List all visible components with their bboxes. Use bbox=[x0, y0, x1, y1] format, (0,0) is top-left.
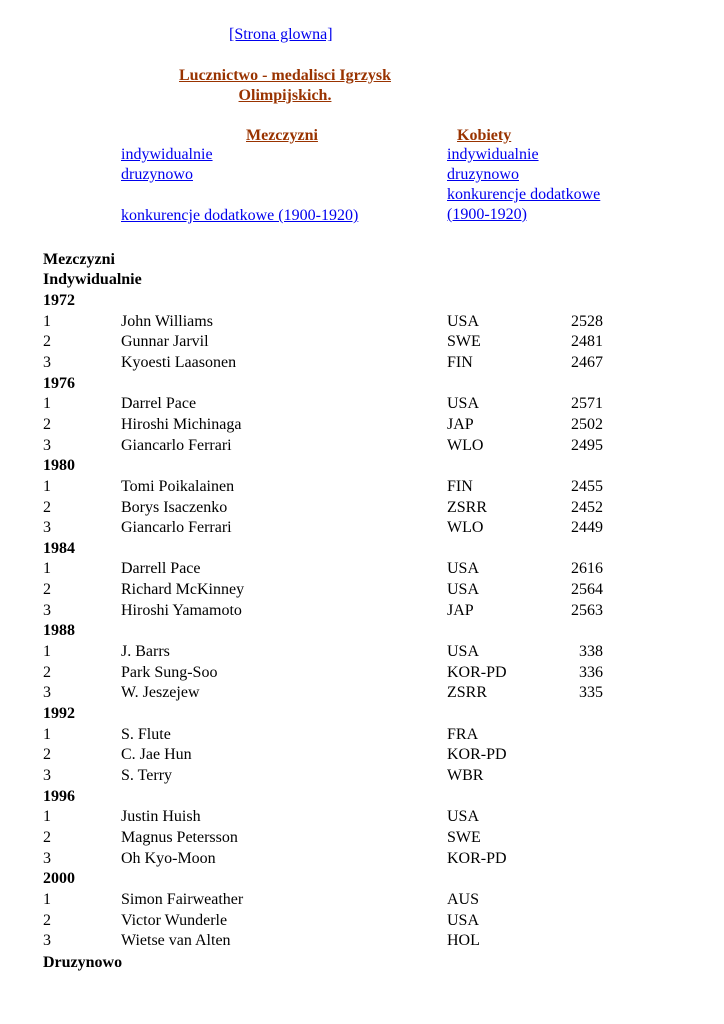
athlete-name: W. Jeszejew bbox=[121, 684, 200, 702]
year-heading: 1976 bbox=[43, 374, 75, 392]
score-value: 2571 bbox=[571, 395, 603, 413]
men-column-heading: Mezczyzni bbox=[246, 127, 318, 144]
medalist-row bbox=[0, 767, 724, 787]
athlete-name: S. Flute bbox=[121, 725, 171, 743]
medal-place: 2 bbox=[43, 663, 51, 681]
medal-place: 2 bbox=[43, 911, 51, 929]
athlete-name: Magnus Petersson bbox=[121, 828, 238, 846]
country-code: WLO bbox=[447, 436, 484, 454]
score-value: 2528 bbox=[571, 312, 603, 330]
medalist-row bbox=[0, 437, 724, 457]
country-code: WBR bbox=[447, 766, 484, 784]
medal-place: 3 bbox=[43, 684, 51, 702]
medalist-row bbox=[0, 912, 724, 932]
athlete-name: Darrel Pace bbox=[121, 395, 197, 413]
medal-place: 3 bbox=[43, 849, 51, 867]
athlete-name: Hiroshi Michinaga bbox=[121, 415, 242, 433]
medalist-row bbox=[0, 746, 724, 766]
country-code: FRA bbox=[447, 725, 479, 743]
women-team-link[interactable]: druzynowo bbox=[447, 166, 519, 183]
score-value: 2563 bbox=[571, 601, 603, 619]
medalist-row bbox=[0, 395, 724, 415]
medal-place: 1 bbox=[43, 725, 51, 743]
athlete-name: Justin Huish bbox=[121, 808, 201, 826]
athlete-name: Giancarlo Ferrari bbox=[121, 436, 232, 454]
athlete-name: Wietse van Alten bbox=[121, 932, 231, 950]
medal-place: 2 bbox=[43, 746, 51, 764]
medal-place: 1 bbox=[43, 643, 51, 661]
women-column-heading: Kobiety bbox=[457, 127, 512, 144]
country-code: AUS bbox=[447, 890, 480, 908]
medalist-row bbox=[0, 333, 724, 353]
women-additional-events-years: (1900-1920) bbox=[447, 206, 527, 223]
country-code: FIN bbox=[447, 477, 473, 495]
medal-place: 1 bbox=[43, 890, 51, 908]
country-code: SWE bbox=[447, 828, 481, 846]
medal-place: 3 bbox=[43, 519, 51, 537]
score-value: 336 bbox=[579, 663, 603, 681]
year-heading: 1972 bbox=[43, 292, 75, 309]
score-value: 335 bbox=[579, 684, 603, 702]
medalist-row bbox=[0, 313, 724, 333]
section-title: Mezczyzni bbox=[43, 251, 115, 268]
medalist-row bbox=[0, 684, 724, 704]
country-code: ZSRR bbox=[447, 684, 488, 702]
athlete-name: Tomi Poikalainen bbox=[121, 477, 235, 495]
medalist-row bbox=[0, 560, 724, 580]
medalist-row bbox=[0, 664, 724, 684]
athlete-name: Victor Wunderle bbox=[121, 911, 228, 929]
medal-place: 2 bbox=[43, 498, 51, 516]
medalist-row bbox=[0, 354, 724, 374]
women-additional-events-link[interactable] bbox=[447, 185, 600, 225]
page-title-line-2: Olimpijskich. bbox=[238, 87, 332, 104]
men-nav bbox=[121, 145, 213, 185]
women-additional-events-label: konkurencje dodatkowe bbox=[447, 186, 601, 203]
athlete-name: Richard McKinney bbox=[121, 581, 245, 599]
men-nav-extra bbox=[121, 206, 358, 226]
country-code: ZSRR bbox=[447, 498, 488, 516]
country-code: JAP bbox=[447, 415, 474, 433]
medal-place: 3 bbox=[43, 766, 51, 784]
medal-place: 2 bbox=[43, 415, 51, 433]
athlete-name: S. Terry bbox=[121, 766, 173, 784]
athlete-name: J. Barrs bbox=[121, 643, 170, 661]
country-code: USA bbox=[447, 581, 480, 599]
athlete-name: Park Sung-Soo bbox=[121, 663, 218, 681]
medal-place: 1 bbox=[43, 808, 51, 826]
year-heading: 1984 bbox=[43, 539, 75, 557]
country-code: USA bbox=[447, 808, 480, 826]
medal-place: 3 bbox=[43, 436, 51, 454]
medal-place: 1 bbox=[43, 395, 51, 413]
section-subtitle: Indywidualnie bbox=[43, 271, 142, 288]
country-code: USA bbox=[447, 395, 480, 413]
women-nav bbox=[447, 145, 600, 225]
men-additional-events-link[interactable]: konkurencje dodatkowe (1900-1920) bbox=[121, 207, 359, 224]
country-code: USA bbox=[447, 911, 480, 929]
home-link[interactable]: [Strona glowna] bbox=[229, 26, 333, 43]
year-heading: 1996 bbox=[43, 787, 75, 805]
page-title-line-1: Lucznictwo - medalisci Igrzysk bbox=[179, 67, 391, 84]
medalist-row bbox=[0, 808, 724, 828]
athlete-name: Oh Kyo-Moon bbox=[121, 849, 216, 867]
medal-place: 2 bbox=[43, 828, 51, 846]
score-value: 338 bbox=[579, 643, 603, 661]
athlete-name: Borys Isaczenko bbox=[121, 498, 228, 516]
medal-place: 1 bbox=[43, 560, 51, 578]
men-team-link[interactable]: druzynowo bbox=[121, 166, 193, 183]
medalist-row bbox=[0, 850, 724, 870]
medalist-row bbox=[0, 829, 724, 849]
medal-place: 3 bbox=[43, 932, 51, 950]
athlete-name: Gunnar Jarvil bbox=[121, 333, 209, 351]
medalist-row bbox=[0, 643, 724, 663]
score-value: 2616 bbox=[571, 560, 603, 578]
country-code: FIN bbox=[447, 353, 473, 371]
medal-place: 2 bbox=[43, 333, 51, 351]
medalist-row bbox=[0, 499, 724, 519]
score-value: 2481 bbox=[571, 333, 603, 351]
country-code: HOL bbox=[447, 932, 480, 950]
women-individual-link[interactable]: indywidualnie bbox=[447, 146, 539, 163]
score-value: 2495 bbox=[571, 436, 603, 454]
medal-place: 2 bbox=[43, 581, 51, 599]
athlete-name: Giancarlo Ferrari bbox=[121, 519, 232, 537]
athlete-name: John Williams bbox=[121, 312, 213, 330]
medalist-row bbox=[0, 478, 724, 498]
medalist-row bbox=[0, 581, 724, 601]
score-value: 2467 bbox=[571, 353, 603, 371]
medalist-row bbox=[0, 519, 724, 539]
score-value: 2564 bbox=[571, 581, 603, 599]
medalist-row bbox=[0, 602, 724, 622]
year-heading: 2000 bbox=[43, 870, 75, 888]
country-code: KOR-PD bbox=[447, 849, 507, 867]
medalist-row bbox=[0, 891, 724, 911]
medal-place: 3 bbox=[43, 601, 51, 619]
year-heading: 1988 bbox=[43, 622, 75, 640]
medalist-row bbox=[0, 726, 724, 746]
score-value: 2449 bbox=[571, 519, 603, 537]
score-value: 2455 bbox=[571, 477, 603, 495]
country-code: USA bbox=[447, 643, 480, 661]
athlete-name: Darrell Pace bbox=[121, 560, 201, 578]
country-code: JAP bbox=[447, 601, 474, 619]
country-code: USA bbox=[447, 560, 480, 578]
athlete-name: Kyoesti Laasonen bbox=[121, 353, 237, 371]
country-code: WLO bbox=[447, 519, 484, 537]
athlete-name: C. Jae Hun bbox=[121, 746, 192, 764]
score-value: 2452 bbox=[571, 498, 603, 516]
page-title bbox=[160, 66, 410, 106]
medal-place: 1 bbox=[43, 477, 51, 495]
medal-place: 1 bbox=[43, 312, 51, 330]
next-section-title: Druzynowo bbox=[43, 954, 123, 971]
medalist-row bbox=[0, 932, 724, 952]
year-heading: 1992 bbox=[43, 705, 75, 722]
athlete-name: Simon Fairweather bbox=[121, 890, 244, 908]
country-code: SWE bbox=[447, 333, 481, 351]
country-code: USA bbox=[447, 312, 480, 330]
athlete-name: Hiroshi Yamamoto bbox=[121, 601, 242, 619]
score-value: 2502 bbox=[571, 415, 603, 433]
country-code: KOR-PD bbox=[447, 746, 507, 764]
year-heading: 1980 bbox=[43, 457, 75, 475]
country-code: KOR-PD bbox=[447, 663, 507, 681]
medal-place: 3 bbox=[43, 353, 51, 371]
men-individual-link[interactable]: indywidualnie bbox=[121, 146, 213, 163]
medalist-row bbox=[0, 416, 724, 436]
